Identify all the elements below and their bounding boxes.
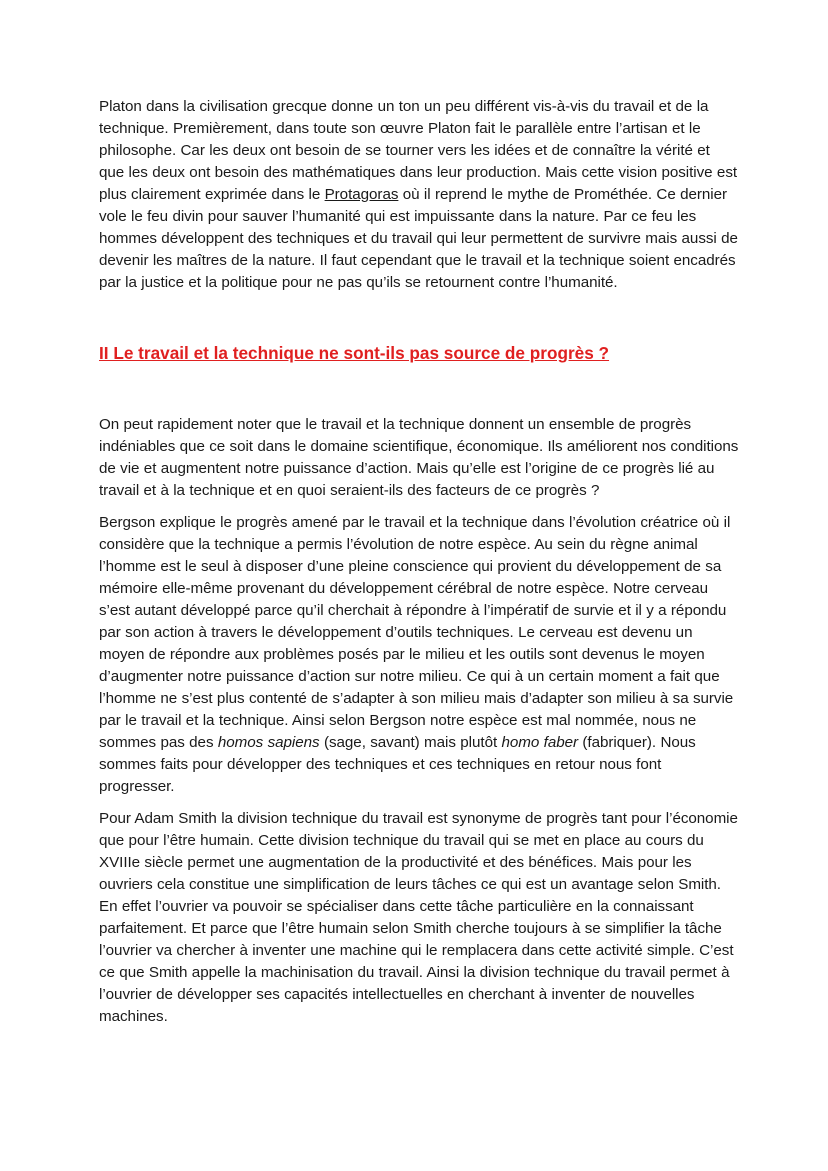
paragraph-adam-smith: Pour Adam Smith la division technique du travail est synonyme de progrès tant pour l’économie que pour l’être humain. Cette division technique du travail qui se met en place au cours du XVIIIe siècle permet une augmentation de la productivité et des bénéfices. Mais pour les ouvriers cela constitue une simplification de leurs tâches ce qui est un avantage selon Smith. En effet l’ouvrier va pouvoir se spécialiser dans cette tâche particulière en la connaissant parfaitement. Et parce que l’être humain selon Smith cherche toujours à se simplifier la tâche l’ouvrier va chercher à inventer une machine qui le remplacera dans cette activité simple. C’est ce que Smith appelle la machinisation du travail. Ainsi la division technique du travail permet à l’ouvrier de développer ses capacités intellectuelles en cherchant à inventer de nouvelles machines. [99, 810, 738, 1025]
paragraph-platon-text-end: où il reprend le mythe de Prométhée. Ce dernier vole le feu divin pour sauver l’humanité qui est impuissante dans la nature. Par ce feu les hommes développent des techniques et du travail qui leur permettent de survivre mais aussi de devenir les maîtres de la nature. Il faut cependant que le travail et la technique soient encadrés par la justice et la politique pour ne pas qu’ils se retournent contre l’humanité. [99, 186, 738, 291]
paragraph-bergson-text-start: Bergson explique le progrès amené par le travail et la technique dans l’évolution créatrice où il considère que la technique a permis l’évolution de notre espèce. Au sein du règne animal l’homme est le seul à disposer d’une pleine conscience qui provient du développement de sa mémoire elle-même provenant du développement cérébral de notre espèce. Notre cerveau s’est autant développé parce qu’il cherchait à répondre à l’impératif de survie et il y a répondu par son action à travers le développement d’outils techniques. Le cerveau est devenu un moyen de répondre aux problèmes posés par le milieu et les outils sont devenus le moyen d’augmenter notre puissance d’action sur notre milieu. Ce qui à un certain moment a fait que l’homme ne s’est plus contenté de s’adapter à son milieu mais d’adapter son milieu à sa survie par le travail et la technique. Ainsi selon Bergson notre espèce est mal nommée, nous ne sommes pas des [99, 514, 734, 751]
italic-homo-faber: homo faber [501, 734, 579, 751]
paragraph-bergson-text-end: (fabriquer). Nous sommes faits pour développer des techniques et ces techniques en retour nous font progresser. [99, 734, 696, 795]
paragraph-introduction: On peut rapidement noter que le travail et la technique donnent un ensemble de progrès indéniables que ce soit dans le domaine scientifique, économique. Ils améliorent nos conditions de vie et augmentent notre puissance d’action. Mais qu’elle est l’origine de ce progrès lié au travail et à la technique et en quoi seraient-ils des facteurs de ce progrès ? [99, 416, 739, 499]
paragraph-platon-text-start: Platon dans la civilisation grecque donne un ton un peu différent vis-à-vis du travail et de la technique. Premièrement, dans toute son œuvre Platon fait le parallèle entre l’artisan et le philosophe. Car les deux ont besoin de se tourner vers les idées et de connaître la vérité et que les deux ont besoin des mathématiques dans leur production. Mais cette vision positive est plus clairement exprimée dans le [99, 98, 738, 203]
paragraph-platon [99, 96, 739, 294]
document-page [99, 96, 739, 1028]
section-heading: II Le travail et la technique ne sont-ils pas source de progrès ? [99, 343, 610, 363]
protagoras-underlined-title: Protagoras [324, 186, 399, 203]
paragraph-bergson [99, 512, 739, 798]
paragraph-bergson-text-middle: (sage, savant) mais plutôt [319, 734, 502, 751]
italic-homos-sapiens: homos sapiens [217, 734, 320, 751]
